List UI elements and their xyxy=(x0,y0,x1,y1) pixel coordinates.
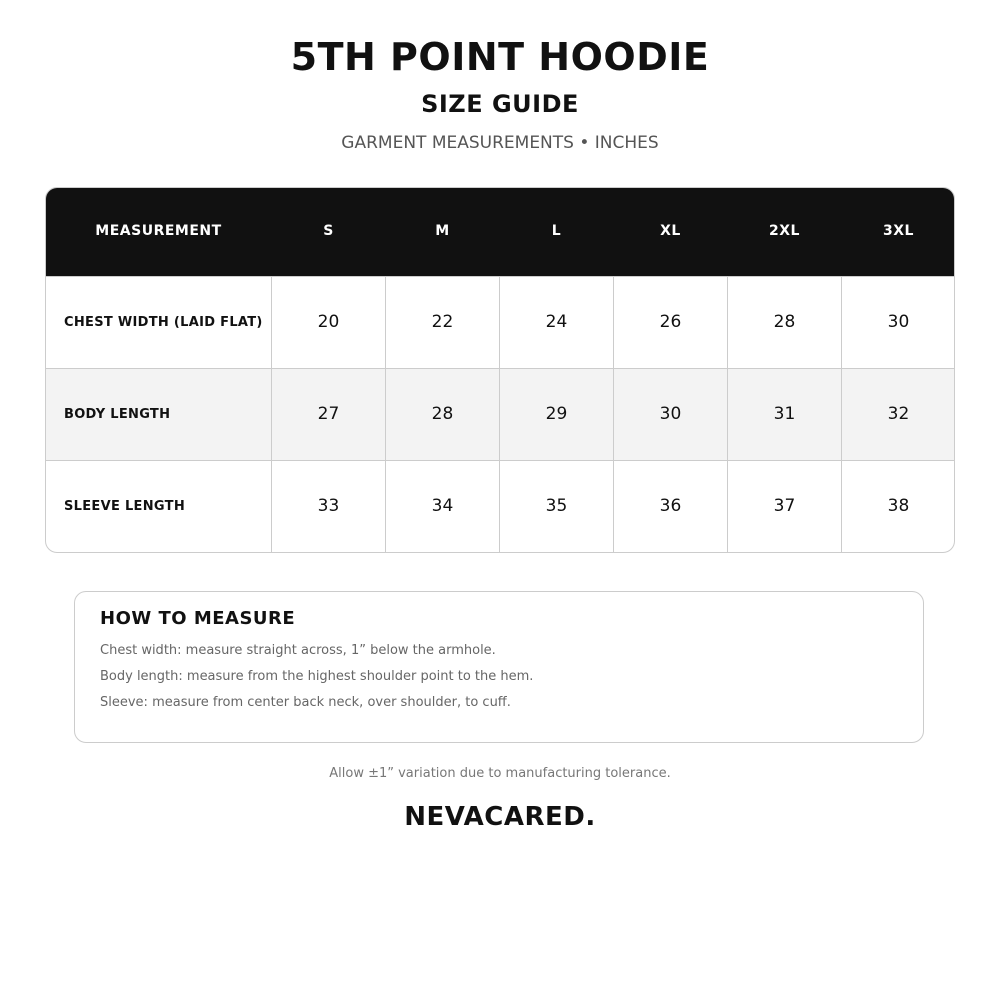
measure-instruction-sleeve: Sleeve: measure from center back neck, over shoulder, to cuff. xyxy=(100,695,511,710)
table-cell: 31 xyxy=(728,368,842,460)
table-cell: 30 xyxy=(614,368,728,460)
header-size-m: M xyxy=(435,223,450,240)
page-title: 5TH POINT HOODIE xyxy=(290,35,710,79)
header-size-3xl: 3XL xyxy=(883,223,914,240)
table-cell: 20 xyxy=(272,276,386,368)
table-header-row xyxy=(46,187,956,276)
table-cell: 28 xyxy=(386,368,500,460)
table-cell: 36 xyxy=(614,460,728,552)
units-caption: GARMENT MEASUREMENTS • INCHES xyxy=(341,133,659,153)
row-label: CHEST WIDTH (LAID FLAT) xyxy=(46,276,272,368)
header-size-xl: XL xyxy=(660,223,681,240)
table-cell: 22 xyxy=(386,276,500,368)
table-cell: 35 xyxy=(500,460,614,552)
table-cell: 32 xyxy=(842,368,956,460)
table-cell: 33 xyxy=(272,460,386,552)
table-cell: 26 xyxy=(614,276,728,368)
measure-instruction-body: Body length: measure from the highest shoulder point to the hem. xyxy=(100,669,534,684)
how-to-measure-title: HOW TO MEASURE xyxy=(100,608,296,629)
tolerance-note: Allow ±1” variation due to manufacturing tolerance. xyxy=(329,766,671,781)
measure-instruction-chest: Chest width: measure straight across, 1” below the armhole. xyxy=(100,643,496,658)
table-cell: 29 xyxy=(500,368,614,460)
table-cell: 34 xyxy=(386,460,500,552)
brand-logo-text: NEVACARED. xyxy=(404,802,596,832)
header-size-2xl: 2XL xyxy=(769,223,800,240)
table-cell: 28 xyxy=(728,276,842,368)
table-cell: 30 xyxy=(842,276,956,368)
table-cell: 38 xyxy=(842,460,956,552)
page-subtitle: SIZE GUIDE xyxy=(421,90,579,118)
size-table-container xyxy=(45,187,955,553)
header-size-l: L xyxy=(551,223,562,240)
table-cell: 37 xyxy=(728,460,842,552)
table-row-body-length xyxy=(46,368,956,460)
size-table xyxy=(45,187,955,553)
table-cell: 24 xyxy=(500,276,614,368)
row-label: BODY LENGTH xyxy=(46,368,272,460)
table-row-sleeve-length xyxy=(46,460,956,552)
row-label: SLEEVE LENGTH xyxy=(46,460,272,552)
header-size-s: S xyxy=(323,223,334,240)
table-cell: 27 xyxy=(272,368,386,460)
table-row-chest-width xyxy=(46,276,956,368)
header-measurement: MEASUREMENT xyxy=(95,223,222,240)
how-to-measure-box xyxy=(74,591,924,743)
